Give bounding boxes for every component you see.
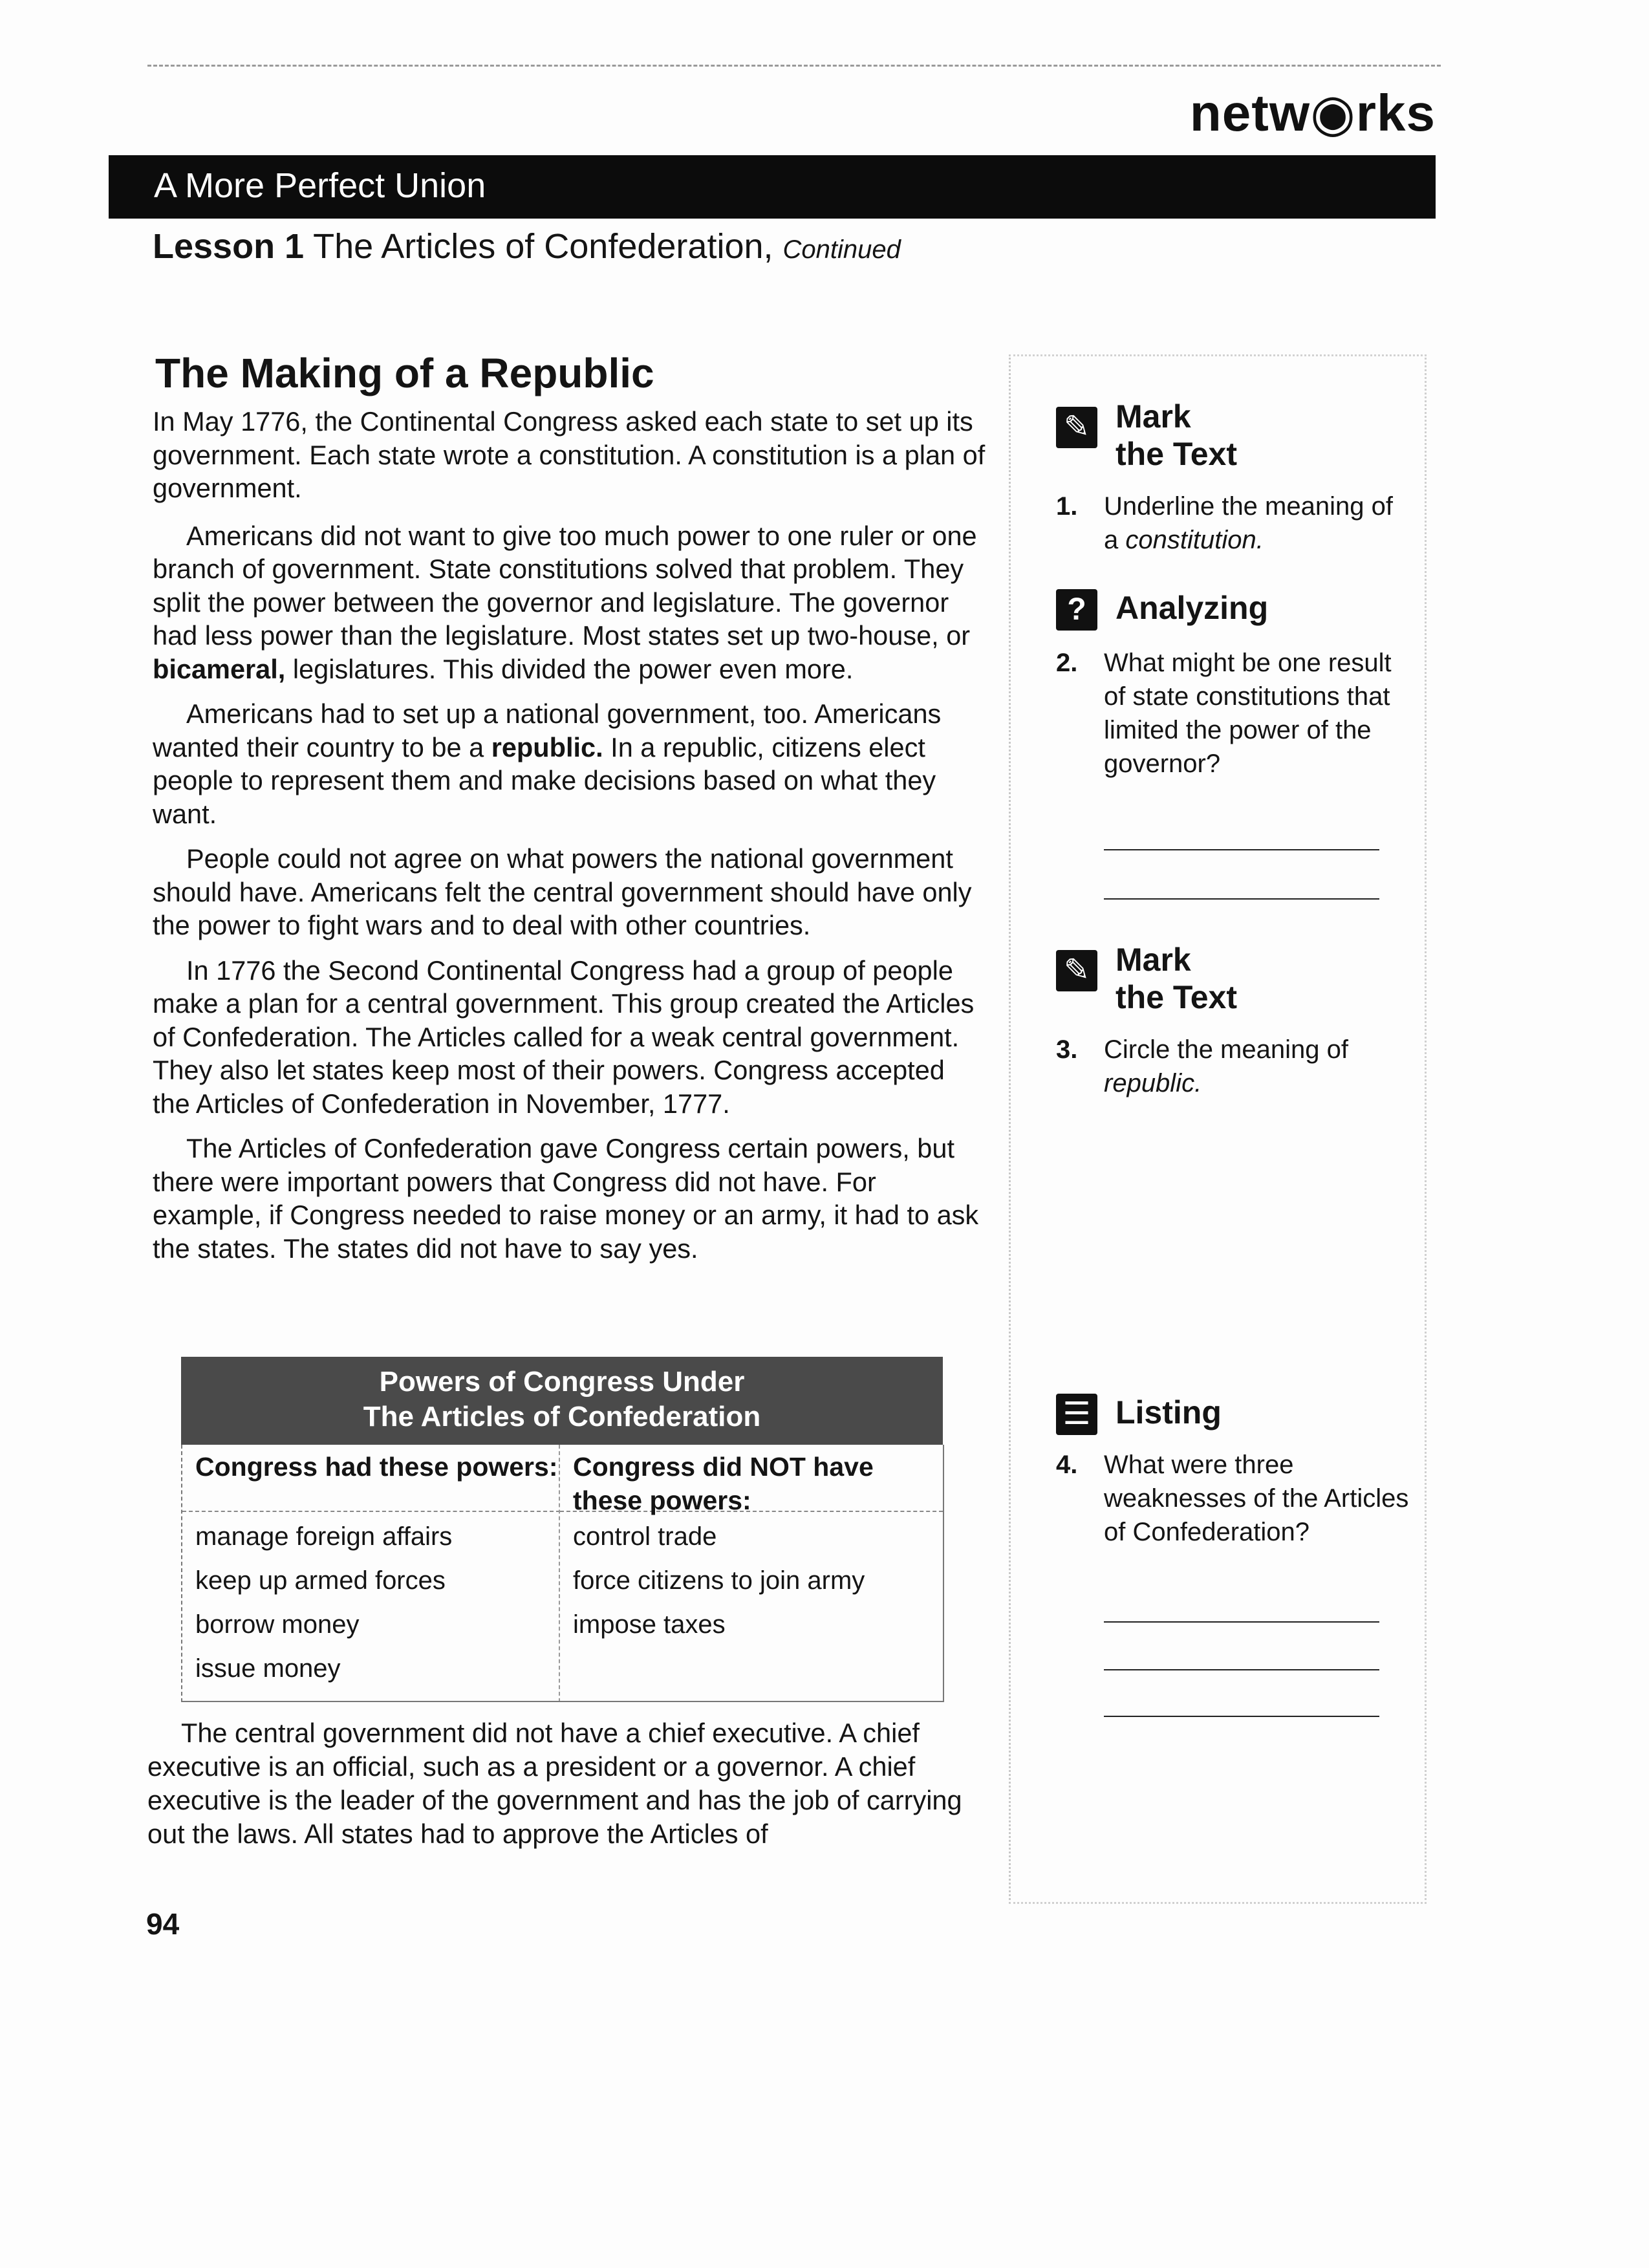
paragraph-6: The Articles of Confederation gave Congress certain powers, but there were important powers that Congress did not have. For example, if Congress needed to raise money or an army, it had to ask the states. The states did not have to say yes. <box>153 1133 979 1264</box>
table-cell: issue money <box>195 1654 341 1683</box>
list-icon: ☰ <box>1056 1394 1097 1435</box>
question-text-main: Underline the meaning of a <box>1104 492 1393 554</box>
question-text: What might be one result of state constitutions that limited the power of the governor? <box>1104 649 1392 778</box>
paragraph-1: In May 1776, the Continental Congress asked each state to set up its government. Each state wrote a constitution. A constitution is a plan of government. <box>153 406 986 503</box>
column-header: Congress had these powers: <box>182 1445 560 1512</box>
analyzing-heading: Analyzing <box>1116 590 1269 626</box>
closing-paragraph <box>147 1716 988 1851</box>
table-cell: impose taxes <box>573 1610 726 1639</box>
question-text <box>1104 490 1414 557</box>
mark-the-text-heading <box>1116 398 1237 473</box>
mark-the-text-heading <box>1116 941 1237 1016</box>
question-number: 3. <box>1056 1035 1078 1064</box>
paragraph-3 <box>153 697 987 830</box>
scan-artifact-line <box>147 65 1441 67</box>
heading-line-2: the Text <box>1116 436 1237 472</box>
heading-line-1: Mark <box>1116 942 1191 978</box>
sidebar-question-2 <box>1056 587 1418 975</box>
paragraph-7: The central government did not have a chief executive. A chief executive is an official, such as a president or a governor. A chief executive is the leader of the government and has the job of carrying out the laws. All states had to approve the Articles of <box>147 1718 962 1849</box>
page-number: 94 <box>146 1907 180 1941</box>
sidebar-question-4 <box>1056 1391 1418 1714</box>
answer-line[interactable] <box>1104 849 1379 850</box>
term-republic: republic. <box>491 731 603 762</box>
body-text <box>153 405 987 1277</box>
networks-logo: netw◉rks <box>1189 84 1436 142</box>
answer-line[interactable] <box>1104 1669 1379 1670</box>
section-title: The Making of a Republic <box>155 350 654 396</box>
unit-title-bar <box>109 155 1436 219</box>
sidebar-question-3 <box>1056 941 1418 1109</box>
lesson-continued: Continued <box>782 235 901 264</box>
table-column-not-powers <box>559 1445 944 1702</box>
question-text: What were three weaknesses of the Articles of Confederation? <box>1104 1451 1409 1546</box>
paragraph-2-text: Americans did not want to give too much power to one ruler or one branch of government. State constitutions solved that problem. They split the power between the governor and legislature. The governor had less power than the legislature. Most states set up two-house, or <box>153 520 977 651</box>
paragraph-2 <box>153 519 987 686</box>
paragraph-4: People could not agree on what powers the national government should have. Americans felt the central government should have only the power to fight wars and to deal with other countries. <box>153 843 972 940</box>
question-number: 4. <box>1056 1451 1078 1479</box>
heading-line-1: Mark <box>1116 398 1191 435</box>
table-cell: borrow money <box>195 1610 360 1639</box>
answer-line[interactable] <box>1104 1716 1379 1717</box>
question-text <box>1104 1033 1414 1100</box>
pencil-icon: ✎ <box>1056 950 1097 991</box>
question-text-main: Circle the meaning of <box>1104 1035 1348 1064</box>
column-header: Congress did NOT have these powers: <box>560 1445 943 1512</box>
table-cell: control trade <box>573 1522 717 1551</box>
lesson-label: Lesson 1 <box>153 227 305 266</box>
paragraph-3-text-end: In a republic, citizens elect people to represent them and make decisions based on what they want. <box>153 731 936 829</box>
question-number: 1. <box>1056 492 1078 521</box>
heading-line-2: the Text <box>1116 979 1237 1015</box>
table-title-line-1: Powers of Congress Under <box>379 1366 745 1398</box>
table-column-had-powers <box>181 1445 560 1702</box>
question-term: constitution. <box>1125 526 1264 554</box>
lesson-heading <box>153 226 901 266</box>
table-cell: manage foreign affairs <box>195 1522 453 1551</box>
question-number: 2. <box>1056 649 1078 677</box>
question-mark-icon: ? <box>1056 589 1097 631</box>
paragraph-2-text-end: legislatures. This divided the power even more. <box>285 653 854 684</box>
unit-title: A More Perfect Union <box>154 166 486 205</box>
table-cell: force citizens to join army <box>573 1566 865 1595</box>
table-bottom-border <box>181 1701 943 1702</box>
table-cell: keep up armed forces <box>195 1566 446 1595</box>
answer-line[interactable] <box>1104 1621 1379 1623</box>
paragraph-5: In 1776 the Second Continental Congress had a group of people make a plan for a central government. This group created the Articles of Confederation. The Articles called for a weak central government. They also let states keep most of their powers. Congress accepted the Articles of Confederation in November, 1777. <box>153 955 975 1119</box>
term-bicameral: bicameral, <box>153 653 286 684</box>
sidebar <box>1009 354 1427 1904</box>
lesson-title: The Articles of Confederation, <box>313 227 773 266</box>
sidebar-question-1 <box>1056 398 1418 592</box>
paragraph-3-text: Americans had to set up a national government, too. Americans wanted their country to be a <box>153 698 942 762</box>
table-title-line-2: The Articles of Confederation <box>363 1401 761 1432</box>
table-title <box>181 1357 943 1445</box>
powers-table <box>181 1357 943 1702</box>
question-term: republic. <box>1104 1069 1202 1097</box>
answer-line[interactable] <box>1104 898 1379 900</box>
pencil-icon: ✎ <box>1056 407 1097 448</box>
listing-heading: Listing <box>1116 1394 1222 1431</box>
